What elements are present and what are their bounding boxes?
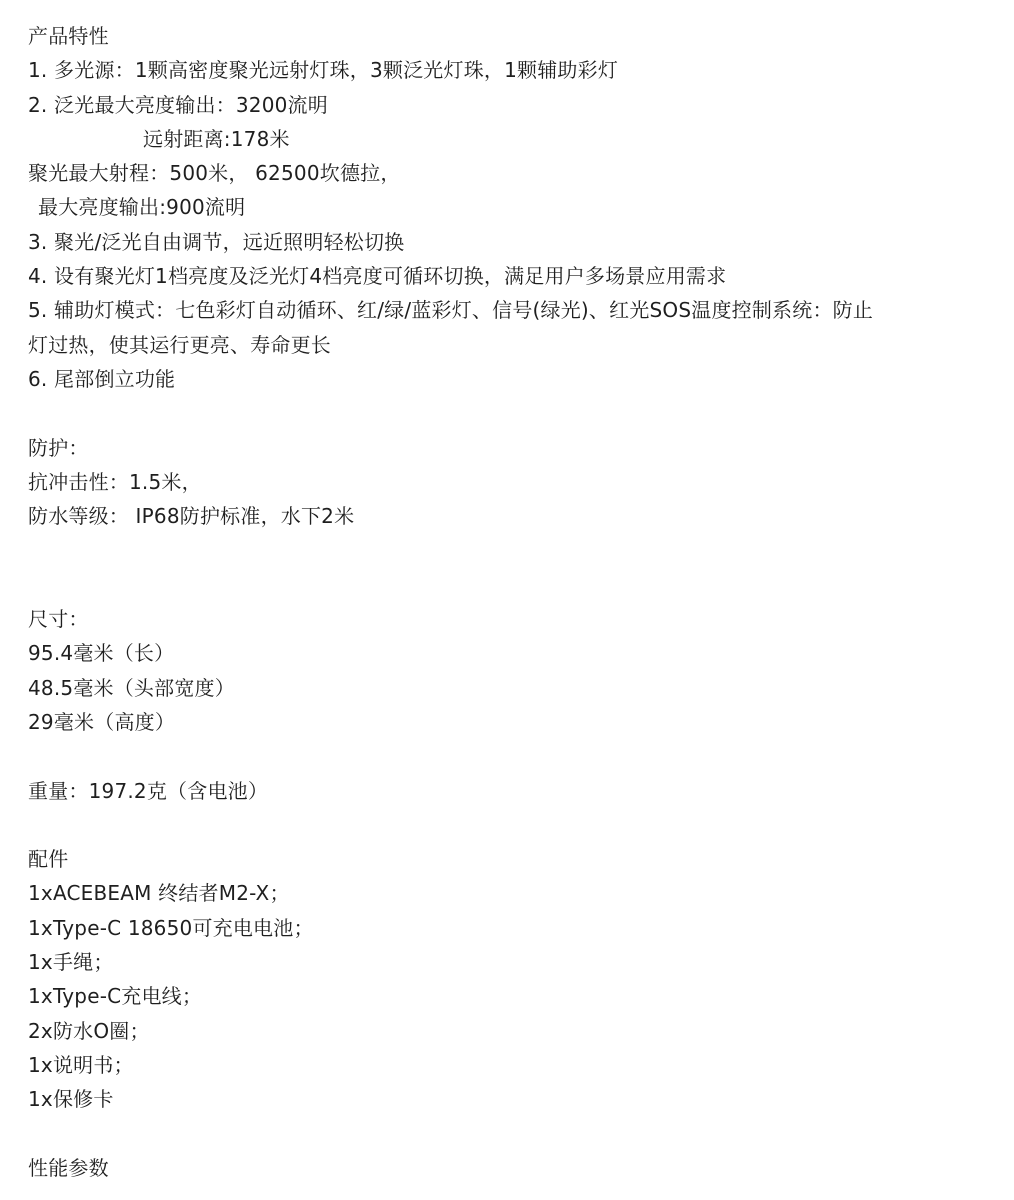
feature-item-3: 3. 聚光/泛光自由调节，远近照明轻松切换 — [28, 229, 405, 254]
feature-item-4: 4. 设有聚光灯1档亮度及泛光灯4档亮度可循环切换，满足用户多场景应用需求 — [28, 264, 727, 289]
accessory-item: 2x防水O圈； — [28, 1018, 150, 1043]
features-heading: 产品特性 — [28, 24, 109, 48]
feature-item-6: 6. 尾部倒立功能 — [28, 366, 176, 391]
dimension-height: 29毫米（高度） — [28, 709, 176, 734]
spacer — [28, 1117, 998, 1151]
protection-heading: 防护： — [28, 435, 89, 460]
feature-item-5-line-1: 5. 辅助灯模式：七色彩灯自动循环、红/绿/蓝彩灯、信号(绿光)、红光SOS温度控制系统：防止 — [28, 298, 874, 323]
spot-output: 最大亮度输出:900流明 — [38, 195, 246, 220]
spacer — [28, 533, 998, 602]
accessory-item: 1xType-C充电线； — [28, 984, 203, 1009]
feature-item-2: 2. 泛光最大亮度输出：3200流明 — [28, 92, 328, 117]
dimension-length: 95.4毫米（长） — [28, 641, 175, 666]
dimensions-heading: 尺寸： — [28, 607, 89, 632]
accessory-item: 1x保修卡 — [28, 1087, 114, 1112]
impact-resistance: 抗冲击性：1.5米， — [28, 469, 202, 494]
spacer — [28, 396, 998, 430]
performance-heading: 性能参数 — [28, 1155, 109, 1180]
spacer — [28, 808, 998, 842]
accessory-item: 1xACEBEAM 终结者M2-X； — [28, 881, 290, 906]
spacer — [28, 739, 998, 773]
flood-range: 远射距离:178米 — [143, 126, 290, 151]
feature-item-1: 1. 多光源：1颗高密度聚光远射灯珠，3颗泛光灯珠，1颗辅助彩灯 — [28, 58, 619, 83]
document-body — [28, 19, 998, 1185]
accessory-item: 1xType-C 18650可充电电池； — [28, 915, 314, 940]
feature-item-5-line-2: 灯过热，使其运行更亮、寿命更长 — [28, 332, 331, 357]
spot-range: 聚光最大射程：500米， 62500坎德拉， — [28, 161, 401, 186]
accessories-heading: 配件 — [28, 847, 69, 872]
accessory-item: 1x手绳； — [28, 950, 114, 975]
waterproof-rating: 防水等级： IP68防护标准，水下2米 — [28, 504, 355, 529]
weight: 重量：197.2克（含电池） — [28, 778, 269, 803]
dimension-head-width: 48.5毫米（头部宽度） — [28, 675, 235, 700]
accessory-item: 1x说明书； — [28, 1052, 134, 1077]
